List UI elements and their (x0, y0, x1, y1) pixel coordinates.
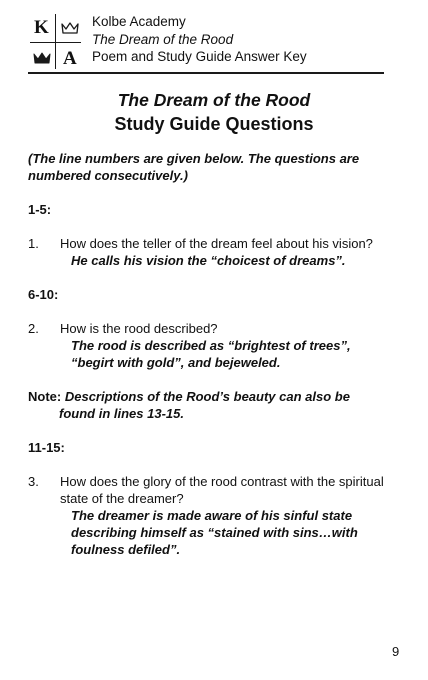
intro-note: (The line numbers are given below. The questions are numbered consecutively.) (28, 151, 360, 183)
question-item (28, 320, 388, 337)
question-number: 1. (28, 236, 39, 251)
line-range-heading: 11-15: (28, 440, 65, 455)
question-text: How does the teller of the dream feel about his vision? (60, 236, 373, 251)
question-text: How is the rood described? (60, 321, 218, 336)
header-rule (28, 72, 384, 74)
logo-horizontal-divider (30, 42, 81, 43)
running-header (92, 13, 307, 66)
study-guide-content (28, 150, 388, 558)
header-org: Kolbe Academy (92, 14, 186, 29)
logo-letter-a: A (63, 48, 77, 69)
question-item (28, 473, 388, 507)
answer-text: He calls his vision the “choicest of dreams”. (71, 253, 346, 268)
question-text: How does the glory of the rood contrast with the spiritual state of the dreamer? (60, 474, 384, 506)
note-label: Note: (28, 389, 62, 404)
answer-text: The rood is described as “brightest of trees”, “begirt with gold”, and bejeweled. (71, 338, 351, 370)
header-guide-title: Poem and Study Guide Answer Key (92, 49, 307, 64)
line-range-heading: 6-10: (28, 287, 59, 302)
kolbe-academy-logo (28, 12, 82, 70)
note-text: Descriptions of the Rood’s beauty can also be found in lines 13-15. (59, 389, 350, 421)
page-number: 9 (392, 644, 400, 659)
line-range-heading: 1-5: (28, 202, 52, 217)
crown-outline-icon (60, 21, 80, 35)
page-title-line2: Study Guide Questions (114, 114, 314, 134)
question-number: 3. (28, 474, 39, 489)
crown-solid-icon (32, 51, 52, 65)
header-book-title: The Dream of the Rood (92, 31, 234, 47)
question-item (28, 235, 388, 252)
page-title-line1: The Dream of the Rood (117, 90, 311, 110)
note-paragraph (28, 388, 388, 422)
logo-letter-k: K (34, 17, 49, 38)
answer-text: The dreamer is made aware of his sinful state describing himself as “stained with sins…with foulness defiled”. (71, 508, 358, 557)
page-title (0, 88, 428, 136)
question-number: 2. (28, 321, 39, 336)
